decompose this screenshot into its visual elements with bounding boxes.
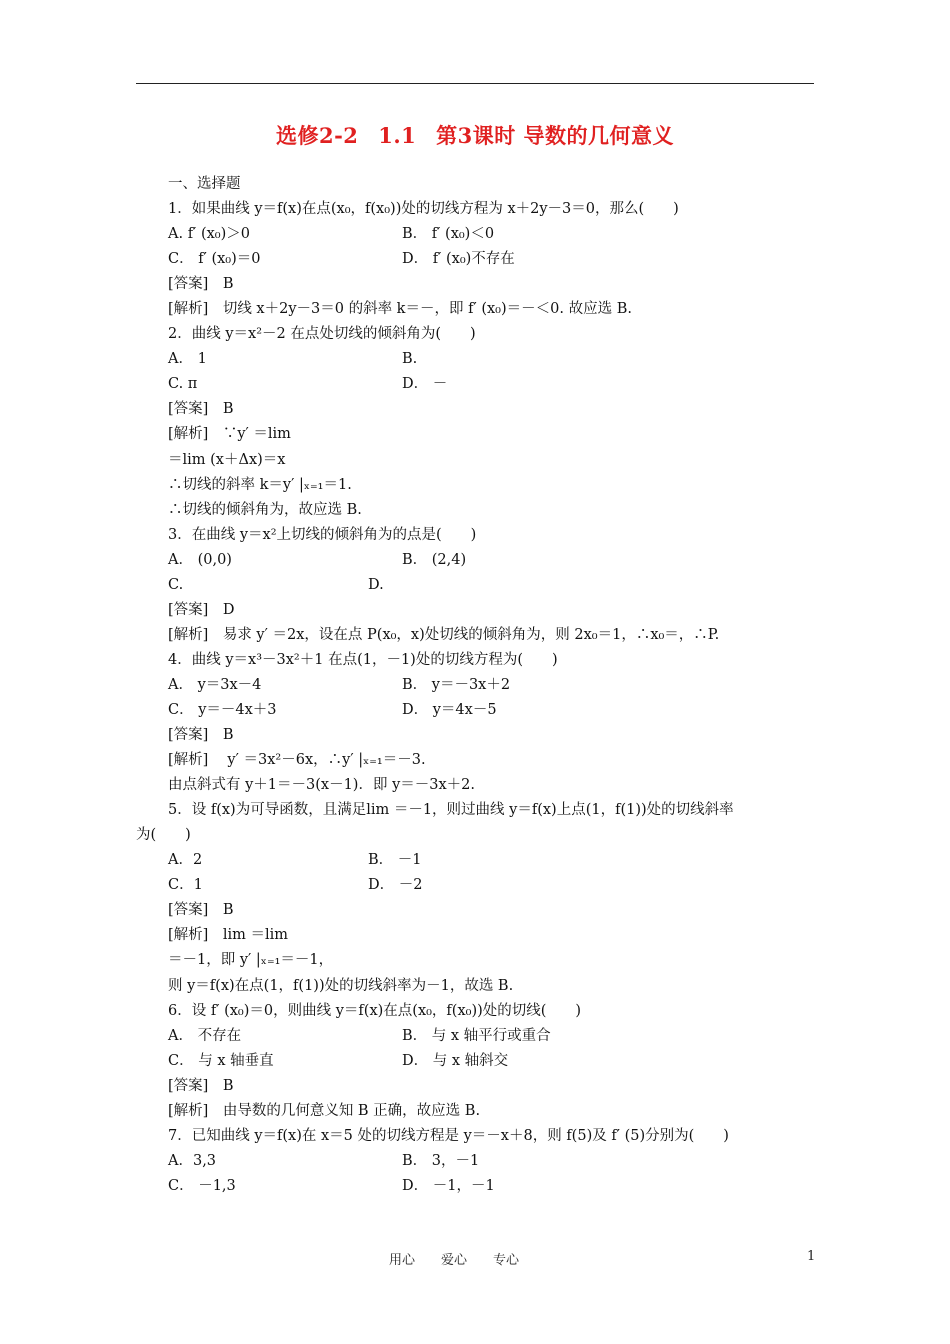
text-line: ∴切线的斜率 k＝y′ |ₓ₌₁＝1. bbox=[168, 476, 352, 493]
option-left: C． f′ (x₀)＝0 bbox=[168, 251, 261, 268]
text-line: ＝－1，即 y′ |ₓ₌₁＝－1， bbox=[168, 952, 334, 969]
text-line: 5．设 f(x)为可导函数，且满足lim ＝－1，则过曲线 y＝f(x)上点(1，f(1))处的切线斜率 bbox=[168, 802, 734, 819]
option-left: A． y＝3x－4 bbox=[168, 676, 262, 693]
text-line: 为( ) bbox=[136, 827, 191, 844]
text-line: [解析] 易求 y′ ＝2x，设在点 P(x₀，x)处切线的倾斜角为，则 2x₀＝1，∴x₀＝，∴P. bbox=[168, 626, 720, 643]
title-part-1: 选修2-2 bbox=[275, 123, 359, 148]
option-row bbox=[136, 1149, 816, 1174]
option-left: A．3,3 bbox=[168, 1152, 217, 1169]
option-row bbox=[136, 347, 816, 372]
option-left: A． 1 bbox=[168, 351, 207, 368]
option-left: A． 不存在 bbox=[168, 1027, 242, 1044]
option-row bbox=[136, 698, 816, 723]
option-right: B． 与 x 轴平行或重合 bbox=[402, 1027, 551, 1044]
text-line: ＝lim (x＋Δx)＝x bbox=[168, 451, 286, 468]
header-rule bbox=[136, 83, 814, 84]
option-row bbox=[136, 1049, 816, 1074]
title-part-2: 1.1 bbox=[378, 123, 417, 148]
option-left: C．1 bbox=[168, 877, 203, 894]
text-line: 由点斜式有 y＋1＝－3(x－1)．即 y＝－3x＋2. bbox=[168, 777, 476, 794]
text-line: 2．曲线 y＝x²－2 在点处切线的倾斜角为( ) bbox=[168, 326, 476, 343]
option-right: D． y＝4x－5 bbox=[402, 701, 497, 718]
option-left: C． 与 x 轴垂直 bbox=[168, 1052, 274, 1069]
page-title bbox=[0, 120, 950, 150]
text-line: [解析] 由导数的几何意义知 B 正确，故应选 B. bbox=[168, 1102, 481, 1119]
text-line: [答案] B bbox=[168, 276, 234, 293]
text-line: [答案] B bbox=[168, 401, 234, 418]
option-row bbox=[136, 372, 816, 397]
option-row bbox=[136, 673, 816, 698]
option-left: A．2 bbox=[168, 852, 203, 869]
option-left: C． －1,3 bbox=[168, 1177, 236, 1194]
option-right: D． f′ (x₀)不存在 bbox=[402, 251, 515, 268]
text-line: ∴切线的倾斜角为，故应选 B. bbox=[168, 501, 362, 518]
option-row bbox=[136, 1174, 816, 1199]
text-line: 一、选择题 bbox=[168, 176, 241, 192]
text-line: [解析] 切线 x＋2y－3＝0 的斜率 k＝－，即 f′ (x₀)＝－＜0. 故应选 B. bbox=[168, 301, 632, 318]
option-row bbox=[136, 573, 816, 598]
text-line: 4．曲线 y＝x³－3x²＋1 在点(1，－1)处的切线方程为( ) bbox=[168, 651, 558, 668]
option-right: B． f′ (x₀)＜0 bbox=[402, 226, 495, 243]
option-right: B． 3，－1 bbox=[402, 1152, 480, 1169]
option-right: B. bbox=[402, 351, 418, 368]
option-left: C. bbox=[168, 576, 184, 593]
option-right: D． 与 x 轴斜交 bbox=[402, 1052, 509, 1069]
text-line: 1．如果曲线 y＝f(x)在点(x₀，f(x₀))处的切线方程为 x＋2y－3＝0，那么( ) bbox=[168, 201, 679, 218]
option-row bbox=[136, 848, 816, 873]
footer-motto: 用心 爱心 专心 bbox=[389, 1253, 520, 1268]
option-right: D． －1，－1 bbox=[402, 1177, 495, 1194]
option-right: B． y＝－3x＋2 bbox=[402, 676, 511, 693]
option-row bbox=[136, 222, 816, 247]
text-line: [答案] B bbox=[168, 1077, 234, 1094]
option-right: D． －2 bbox=[368, 877, 423, 894]
option-left: A. f′ (x₀)＞0 bbox=[168, 226, 250, 243]
option-row bbox=[136, 247, 816, 272]
page-number: 1 bbox=[807, 1249, 816, 1264]
option-right: D． － bbox=[402, 376, 448, 393]
text-line: 则 y＝f(x)在点(1，f(1))处的切线斜率为－1，故选 B. bbox=[168, 977, 514, 994]
option-left: C. π bbox=[168, 376, 198, 393]
text-line: 6．设 f′ (x₀)＝0，则曲线 y＝f(x)在点(x₀，f(x₀))处的切线( ) bbox=[168, 1002, 582, 1019]
option-row bbox=[136, 548, 816, 573]
option-right: D. bbox=[368, 576, 384, 593]
option-row bbox=[136, 873, 816, 898]
text-line: [解析] y′ ＝3x²－6x，∴y′ |ₓ₌₁＝－3. bbox=[168, 752, 426, 769]
text-line: [答案] B bbox=[168, 727, 234, 744]
text-line: [解析] lim ＝lim bbox=[168, 927, 288, 944]
text-line: [解析] ∵y′ ＝lim bbox=[168, 426, 291, 443]
text-line: 3．在曲线 y＝x²上切线的倾斜角为的点是( ) bbox=[168, 526, 477, 543]
text-line: 7．已知曲线 y＝f(x)在 x＝5 处的切线方程是 y＝－x＋8，则 f(5)及 f′ (5)分别为( ) bbox=[168, 1127, 729, 1144]
text-line: [答案] B bbox=[168, 902, 234, 919]
option-right: B． －1 bbox=[368, 852, 422, 869]
document-body bbox=[136, 172, 816, 1199]
title-part-3: 第3课时 导数的几何意义 bbox=[436, 123, 675, 148]
option-left: A． (0,0) bbox=[168, 551, 232, 568]
option-right: B． (2,4) bbox=[402, 551, 467, 568]
option-row bbox=[136, 1024, 816, 1049]
text-line: [答案] D bbox=[168, 601, 235, 618]
option-left: C． y＝－4x＋3 bbox=[168, 701, 277, 718]
